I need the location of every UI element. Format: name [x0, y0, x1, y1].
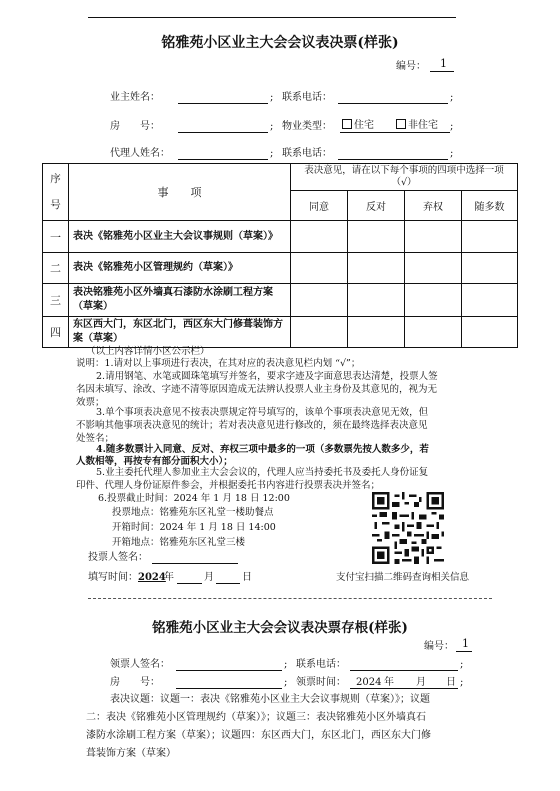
note-3b: 不影响其他事项表决意见的统计；若对表决意见进行修改的，须在最终选择表决意见 — [76, 420, 428, 431]
option-oppose: 反对 — [348, 191, 405, 221]
open-place: 开箱地点：铭雅苑东区礼堂三楼 — [112, 537, 246, 548]
vote-cell-abstain[interactable] — [405, 221, 462, 253]
option-abstain: 弃权 — [405, 191, 462, 221]
option-agree: 同意 — [291, 191, 348, 221]
fill-year: 2024 — [138, 572, 166, 583]
proxy-label: 代理人姓名： — [110, 148, 170, 159]
phone-field[interactable] — [338, 91, 448, 104]
note-1: 说明：1.请对以上事项进行表决，在其对应的表决意见栏内划 “√”； — [76, 358, 361, 369]
stub-topics-3: 漆防水涂刷工程方案（草案）；议题四：东区西大门，东区北门，西区东大门修 — [86, 730, 431, 741]
receive-time-label: 领票时间： — [296, 677, 346, 688]
note-5a: 5.业主委托代理人参加业主大会会议的，代理人应当持委托书及委托人身份证复 — [96, 467, 429, 478]
row-seq: 二 — [43, 253, 69, 284]
semicolon: ; — [450, 92, 454, 103]
month-label: 月 — [204, 572, 214, 583]
table-row — [43, 284, 518, 317]
row-item: 表决《铭雅苑小区管理规约（草案）》 — [69, 253, 291, 284]
owner-name-field[interactable] — [178, 91, 268, 104]
receive-time-field[interactable] — [350, 676, 458, 689]
stub-room-label: 房 号： — [110, 677, 160, 688]
vote-cell-oppose[interactable] — [348, 253, 405, 284]
row-seq: 一 — [43, 221, 69, 253]
note-6-deadline: 6.投票截止时间：2024 年 1 月 18 日 12:00 — [98, 493, 290, 504]
phone-label: 联系电话： — [282, 92, 332, 103]
property-type-underline — [340, 120, 450, 133]
room-label: 房 号： — [110, 121, 160, 132]
fill-time-label: 填写时间： — [88, 572, 138, 583]
row-seq: 三 — [43, 284, 69, 317]
owner-name-label: 业主姓名： — [110, 92, 160, 103]
semicolon: ; — [270, 148, 274, 159]
vote-place: 投票地点：铭雅苑东区礼堂一楼助餐点 — [112, 507, 274, 518]
seq-header: 序号 — [43, 164, 69, 221]
serial-value: 1 — [440, 57, 447, 70]
note-2b: 名因未填写、涂改、字迹不清等原因造成无法辨认投票人业主身份及其意见的，视为无 — [76, 384, 438, 395]
row-item: 东区西大门，东区北门，西区东大门修葺装饰方案（草案） — [69, 317, 291, 348]
non-residential-label: 非住宅 — [408, 120, 438, 131]
fill-month-field[interactable] — [177, 571, 202, 584]
vote-cell-abstain[interactable] — [405, 253, 462, 284]
vote-cell-agree[interactable] — [291, 221, 348, 253]
semicolon: ; — [450, 148, 454, 159]
stub-serial-label: 编号： — [424, 641, 454, 652]
semicolon: ; — [450, 121, 454, 132]
stub-phone-field[interactable] — [350, 658, 458, 671]
item-header: 事 项 — [69, 164, 291, 221]
vote-table — [42, 163, 518, 348]
qr-caption: 支付宝扫描二维码查询相关信息 — [336, 572, 470, 583]
table-row — [43, 317, 518, 348]
stub-room-field[interactable] — [176, 676, 282, 689]
ballot-title: 铭雅苑小区业主大会会议表决票(样张) — [161, 35, 399, 51]
row-item: 表决《铭雅苑小区业主大会议事规则（草案）》 — [69, 221, 291, 253]
receive-year: 2024 — [356, 677, 382, 688]
stub-serial-value: 1 — [462, 637, 469, 650]
serial-label: 编号： — [396, 61, 426, 72]
day-label: 日 — [242, 572, 252, 583]
serial-underline — [430, 71, 454, 72]
proxy-field[interactable] — [178, 147, 268, 160]
vote-cell-majority[interactable] — [462, 253, 518, 284]
notice-text: （以上内容详情小区公示栏） — [86, 346, 210, 357]
stub-year-label: 年 — [384, 677, 394, 688]
row-seq: 四 — [43, 317, 69, 348]
phone-label-2: 联系电话： — [282, 148, 332, 159]
fill-day-field[interactable] — [216, 571, 240, 584]
note-4a: 4.随多数票计入同意、反对、弃权三项中最多的一项（多数票先按人数多少，若 — [96, 444, 429, 455]
vote-cell-abstain[interactable] — [405, 317, 462, 348]
stub-phone-label: 联系电话： — [296, 659, 346, 670]
residential-label: 住宅 — [354, 120, 374, 131]
vote-cell-majority[interactable] — [462, 317, 518, 348]
cut-line — [88, 598, 492, 599]
vote-cell-agree[interactable] — [291, 253, 348, 284]
option-follow-majority: 随多数 — [462, 191, 518, 221]
semicolon: ; — [460, 659, 464, 670]
semicolon: ; — [284, 677, 288, 688]
semicolon: ; — [460, 677, 464, 688]
vote-cell-oppose[interactable] — [348, 317, 405, 348]
vote-cell-majority[interactable] — [462, 221, 518, 253]
note-3c: 处签名； — [76, 433, 115, 444]
vote-cell-oppose[interactable] — [348, 221, 405, 253]
stub-month-label: 月 — [416, 677, 426, 688]
note-3a: 3.单个事项表决意见不按表决票规定符号填写的，该单个事项表决意见无效，但 — [96, 407, 429, 418]
voter-sign-field[interactable] — [152, 551, 238, 564]
year-label: 年 — [164, 572, 174, 583]
note-4b: 人数相等，再按专有部分面积大小）； — [76, 456, 233, 467]
row-item: 表决铭雅苑小区外墙真石漆防水涂刷工程方案（草案） — [69, 284, 291, 317]
property-type-label: 物业类型： — [282, 121, 332, 132]
proxy-phone-field[interactable] — [338, 147, 448, 160]
stub-serial-underline — [456, 651, 472, 652]
stub-title: 铭雅苑小区业主大会会议表决票存根(样张) — [152, 620, 408, 636]
vote-cell-agree[interactable] — [291, 284, 348, 317]
semicolon: ; — [270, 92, 274, 103]
table-row — [43, 221, 518, 253]
receiver-field[interactable] — [176, 658, 282, 671]
semicolon: ; — [284, 659, 288, 670]
stub-topics-4: 葺装饰方案（草案） — [86, 748, 176, 759]
receiver-label: 领票人签名： — [110, 659, 170, 670]
opinion-header: 表决意见，请在以下每个事项的四项中选择一项（√） — [291, 164, 518, 191]
open-time: 开箱时间：2024 年 1 月 18 日 14:00 — [112, 522, 276, 533]
note-5b: 印件、代理人身份证原件参会，并根据委托书内容进行投票表决并签名； — [76, 480, 381, 491]
vote-cell-agree[interactable] — [291, 317, 348, 348]
table-row — [43, 253, 518, 284]
room-field[interactable] — [178, 120, 268, 133]
stub-topics-1: 表决议题：议题一：表决《铭雅苑小区业主大会议事规则（草案）》；议题 — [110, 694, 430, 705]
note-2a: 2.请用钢笔、水笔或圆珠笔填写并签名，要求字迹及字面意思表达清楚，投票人签 — [96, 371, 438, 382]
stub-day-label: 日 — [446, 677, 456, 688]
vote-cell-oppose[interactable] — [348, 284, 405, 317]
vote-cell-abstain[interactable] — [405, 284, 462, 317]
vote-cell-majority[interactable] — [462, 284, 518, 317]
qr-code-icon[interactable] — [372, 492, 444, 564]
semicolon: ; — [270, 121, 274, 132]
note-2c: 效票； — [76, 397, 105, 408]
stub-topics-2: 二：表决《铭雅苑小区管理规约（草案）》；议题三：表决铭雅苑小区外墙真石 — [86, 712, 426, 723]
top-rule — [88, 17, 456, 18]
voter-sign-label: 投票人签名： — [88, 552, 148, 563]
